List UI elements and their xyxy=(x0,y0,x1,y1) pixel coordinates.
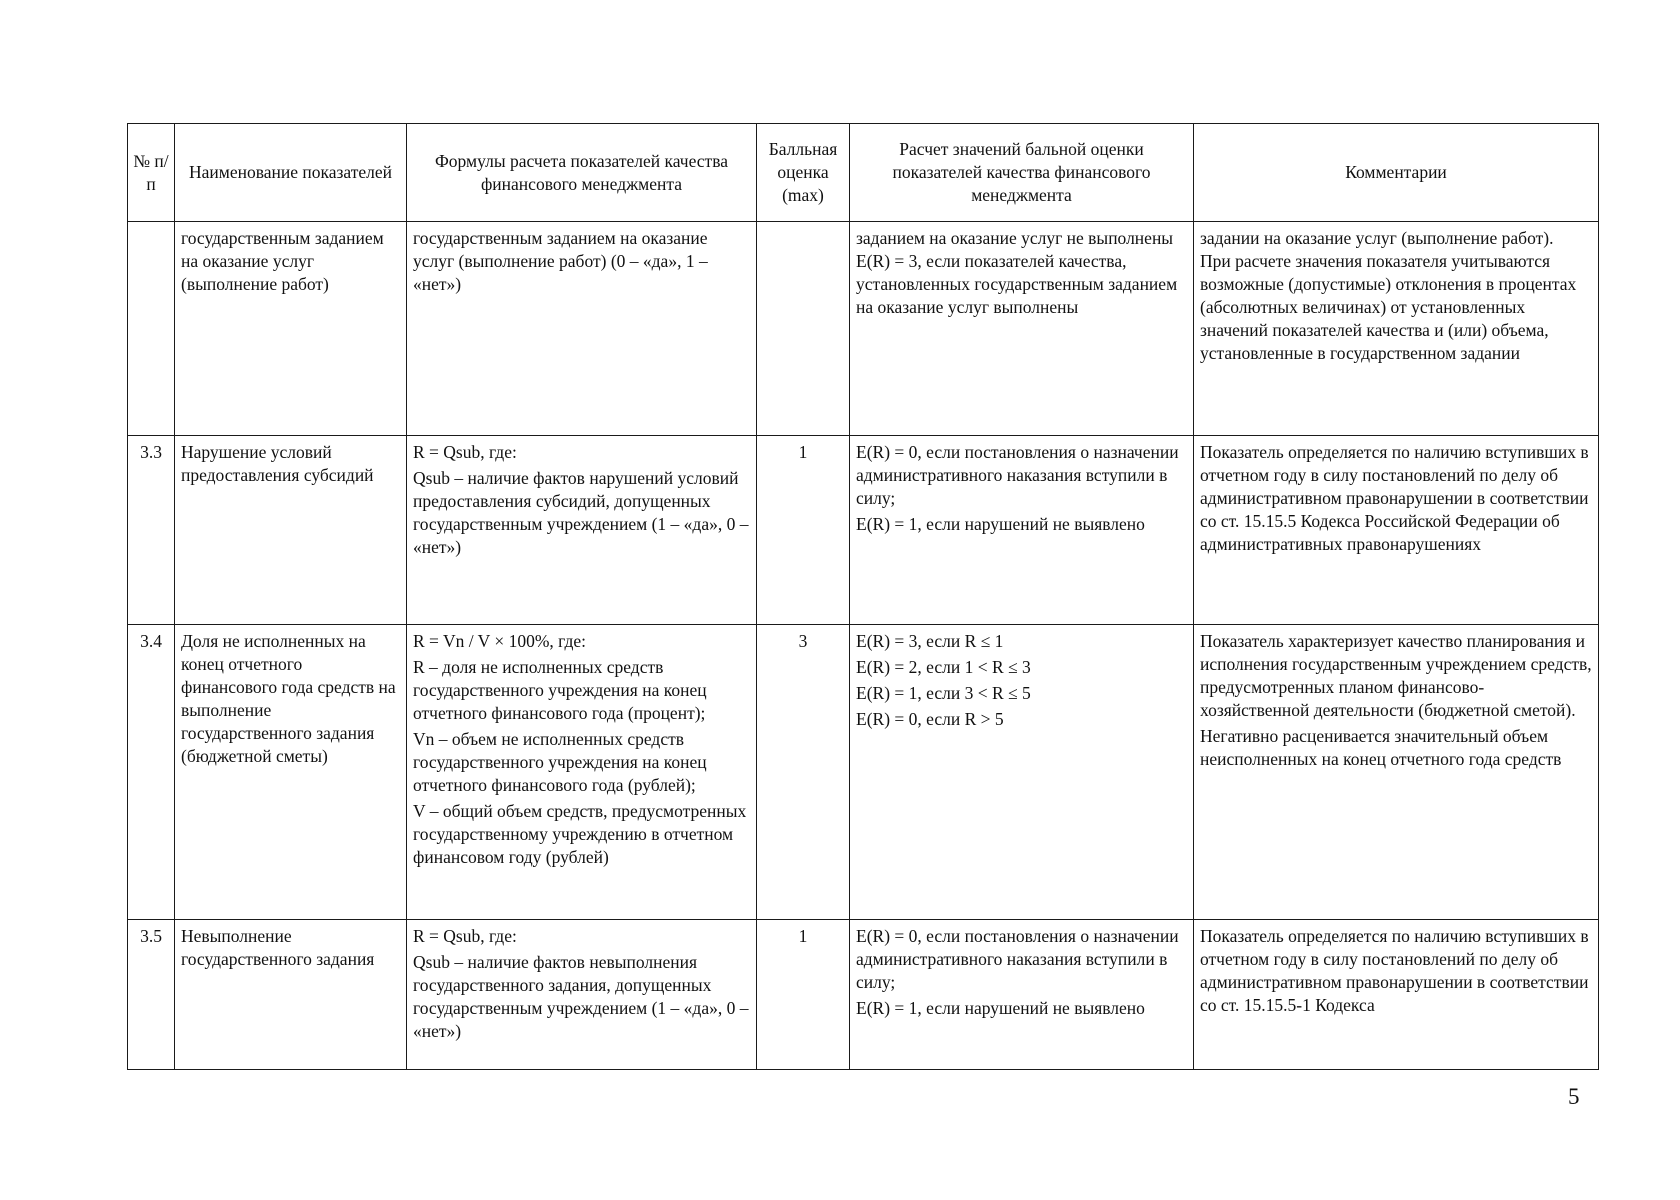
row-name xyxy=(175,625,407,920)
formula-text: R – доля не исполненных средств государственного учреждения на конец отчетного финансового года (процент); xyxy=(413,657,707,723)
calc-text: E(R) = 0, если R > 5 xyxy=(856,709,1004,729)
table-row xyxy=(128,920,1599,1070)
header-num: № п/п xyxy=(128,124,175,222)
row-name xyxy=(175,436,407,625)
row-name-text: Нарушение условий предоставления субсидий xyxy=(181,442,374,485)
row-calc xyxy=(850,920,1194,1070)
formula-text: Vn – объем не исполненных средств государственного учреждения на конец отчетного финансового года (рублей); xyxy=(413,729,707,795)
formula-text: V – общий объем средств, предусмотренных государственному учреждению в отчетном финансовом году (рублей) xyxy=(413,801,747,867)
row-name-text: Невыполнение государственного задания xyxy=(181,926,375,969)
calc-text: E(R) = 1, если нарушений не выявлено xyxy=(856,514,1145,534)
comment-text: Показатель определяется по наличию вступивших в отчетном году в силу постановлений по делу об административном правонарушении в соответствии со ст. 15.15.5-1 Кодекса xyxy=(1200,926,1589,1015)
row-num: 3.4 xyxy=(128,625,175,920)
calc-text: заданием на оказание услуг не выполнены xyxy=(856,228,1174,248)
row-num xyxy=(128,222,175,436)
row-formula xyxy=(407,920,757,1070)
row-comment xyxy=(1194,222,1599,436)
row-comment xyxy=(1194,625,1599,920)
comment-text: При расчете значения показателя учитываются возможные (допустимые) отклонения в процентах (абсолютных величинах) от установленных значений показателей качества и (или) объема, установленные в государственном задании xyxy=(1200,251,1577,363)
row-score: 3 xyxy=(757,625,850,920)
calc-text: E(R) = 1, если 3 < R ≤ 5 xyxy=(856,683,1031,703)
table-header xyxy=(128,124,1599,222)
calc-text: E(R) = 0, если постановления о назначении административного наказания вступили в силу; xyxy=(856,926,1179,992)
calc-text: E(R) = 2, если 1 < R ≤ 3 xyxy=(856,657,1031,677)
calc-text: E(R) = 3, если показателей качества, установленных государственным заданием на оказание услуг выполнены xyxy=(856,251,1178,317)
row-calc xyxy=(850,436,1194,625)
row-num: 3.5 xyxy=(128,920,175,1070)
table-row xyxy=(128,625,1599,920)
row-calc xyxy=(850,625,1194,920)
formula-text: государственным заданием на оказание услуг (выполнение работ) (0 – «да», 1 – «нет») xyxy=(413,228,708,294)
formula-text: R = Vn / V × 100%, где: xyxy=(413,631,587,651)
page-number: 5 xyxy=(1568,1084,1580,1109)
row-score xyxy=(757,222,850,436)
calc-text: E(R) = 1, если нарушений не выявлено xyxy=(856,998,1145,1018)
row-score: 1 xyxy=(757,436,850,625)
comment-text: задании на оказание услуг (выполнение работ). xyxy=(1200,228,1554,248)
row-calc xyxy=(850,222,1194,436)
row-formula xyxy=(407,222,757,436)
table-row xyxy=(128,222,1599,436)
table-body xyxy=(128,222,1599,1070)
header-comment: Комментарии xyxy=(1194,124,1599,222)
comment-text: Показатель характеризует качество планирования и исполнения государственным учреждением средств, предусмотренных планом финансово-хозяйственной деятельности (бюджетной сметой). xyxy=(1200,631,1592,720)
comment-text: Негативно расценивается значительный объем неисполненных на конец отчетного года средств xyxy=(1200,726,1562,769)
row-name xyxy=(175,920,407,1070)
header-formula: Формулы расчета показателей качества финансового менеджмента xyxy=(407,124,757,222)
formula-text: R = Qsub, где: xyxy=(413,926,517,946)
row-name-text: государственным заданием на оказание услуг (выполнение работ) xyxy=(181,228,384,294)
row-score: 1 xyxy=(757,920,850,1070)
row-formula xyxy=(407,625,757,920)
calc-text: E(R) = 3, если R ≤ 1 xyxy=(856,631,1004,651)
header-calc: Расчет значений бальной оценки показателей качества финансового менеджмента xyxy=(850,124,1194,222)
row-comment xyxy=(1194,920,1599,1070)
row-num: 3.3 xyxy=(128,436,175,625)
formula-text: Qsub – наличие фактов нарушений условий предоставления субсидий, допущенных государственным учреждением (1 – «да», 0 – «нет») xyxy=(413,468,749,557)
indicators-table xyxy=(127,123,1599,1070)
formula-text: R = Qsub, где: xyxy=(413,442,517,462)
row-comment xyxy=(1194,436,1599,625)
row-formula xyxy=(407,436,757,625)
comment-text: Показатель определяется по наличию вступивших в отчетном году в силу постановлений по делу об административном правонарушении в соответствии со ст. 15.15.5 Кодекса Российской Федерации об административных правонарушениях xyxy=(1200,442,1589,554)
row-name-text: Доля не исполненных на конец отчетного финансового года средств на выполнение государственного задания (бюджетной сметы) xyxy=(181,631,396,766)
header-score: Балльная оценка (max) xyxy=(757,124,850,222)
formula-text: Qsub – наличие фактов невыполнения государственного задания, допущенных государственным учреждением (1 – «да», 0 – «нет») xyxy=(413,952,749,1041)
calc-text: E(R) = 0, если постановления о назначении административного наказания вступили в силу; xyxy=(856,442,1179,508)
table-row xyxy=(128,436,1599,625)
row-name xyxy=(175,222,407,436)
header-name: Наименование показателей xyxy=(175,124,407,222)
